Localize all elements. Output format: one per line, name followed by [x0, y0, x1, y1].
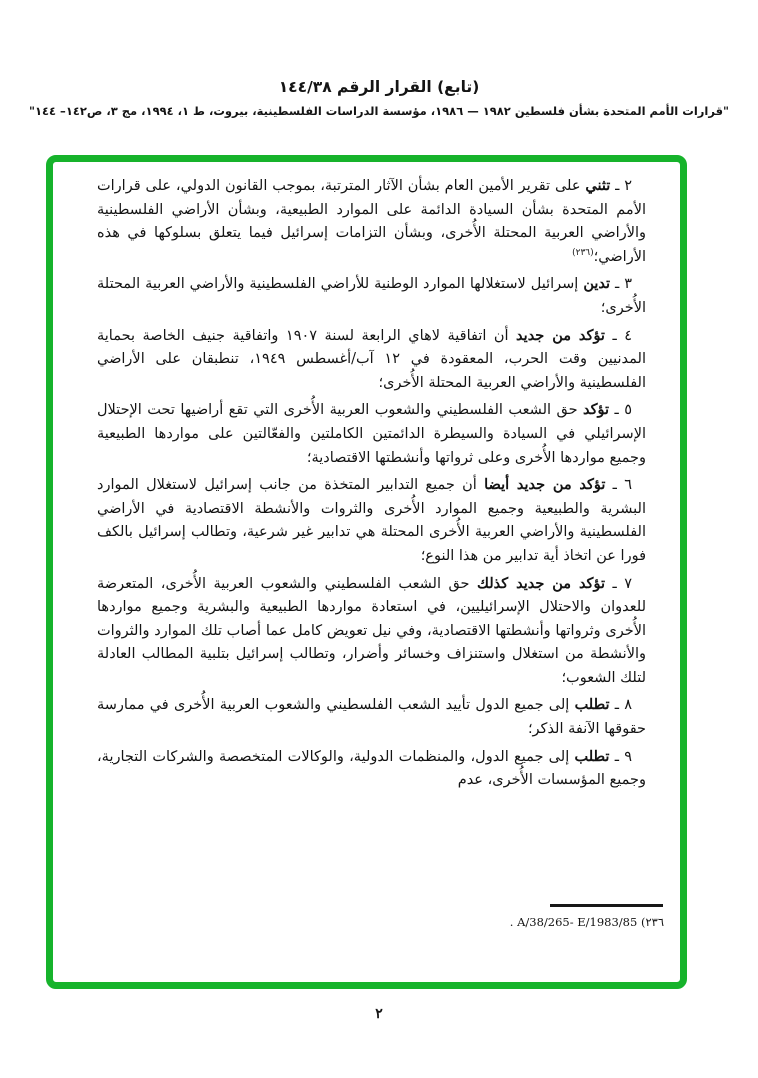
- paragraph-text: حق الشعب الفلسطيني والشعوب العربية الأُخرى التي تقع أراضيها تحت الإحتلال الإسرائيلي في السيادة والسيطرة الدائمتين الكاملتين والفعّالتين على مواردها الطبيعية وجميع مواردها الأُخرى وعلى ثرواتها وأنشطتها الاقتصادية؛: [97, 402, 646, 466]
- resolution-paragraph: [97, 572, 646, 691]
- paragraph-number: ٦: [624, 477, 632, 494]
- footnote-number: (٢٣٦: [640, 915, 664, 929]
- footnote: [510, 915, 664, 929]
- paragraph-dash: ـ: [615, 276, 620, 293]
- paragraph-dash: ـ: [614, 402, 619, 419]
- paragraph-lead-word: تطلب: [574, 696, 610, 714]
- paragraph-text: أن جميع التدابير المتخذة من جانب إسرائيل لاستغلال الموارد البشرية والطبيعية وجميع الموارد الأُخرى والثروات والأنشطة الاقتصادية في الأراضي الفلسطينية والأراضي العربية الأُخرى المحتلة هي تدابير غير شرعية، وتطالب إسرائيل بالكف فورا عن اتخاذ أية تدابير من هذا النوع؛: [97, 477, 646, 564]
- paragraph-lead-word: تؤكد من جديد كذلك: [477, 574, 605, 592]
- paragraph-lead-word: تثني: [585, 177, 611, 194]
- paragraph-text: على تقرير الأمين العام بشأن الآثار المترتبة، بموجب القانون الدولي، على قرارات الأمم المتحدة بشأن السيادة الدائمة على الموارد الطبيعية، وبشأن الأراضي الفلسطينية والأراضي العربية المحتلة الأُخرى، وبشأن التزامات إسرائيل فيما يتعلق بسلوكها في هذه الأراضي؛: [97, 178, 646, 265]
- paragraph-number: ٥: [624, 402, 633, 419]
- paragraph-text: إلى جميع الدول تأييد الشعب الفلسطيني والشعوب العربية الأُخرى في ممارسة حقوقها الآنفة الذكر؛: [97, 697, 646, 738]
- paragraph-text: حق الشعب الفلسطيني والشعوب العربية الأُخرى، المتعرضة للعدوان والاحتلال الإسرائيليين، في استعادة مواردها الطبيعية والبشرية وجميع مواردها الأُخرى وثرواتها وأنشطتها الاقتصادية، وفي نيل تعويض كامل عما أصاب تلك الموارد والثروات والأنشطة من استغلال واستنزاف وخسائر وأضرار، وتطالب إسرائيل بتلبية المطالب العادلة لتلك الشعوب؛: [97, 575, 646, 686]
- paragraph-dash: ـ: [614, 748, 619, 765]
- paragraph-lead-word: تطلب: [574, 747, 610, 765]
- paragraph-dash: ـ: [614, 697, 619, 714]
- paragraph-dash: ـ: [612, 327, 617, 344]
- footnote-period: .: [509, 915, 514, 929]
- resolution-text-frame: [46, 155, 687, 989]
- source-citation: "قرارات الأمم المتحدة بشأن فلسطين ١٩٨٢ — ١٩٨٦، مؤسسة الدراسات الفلسطينية، بيروت، ط ١، ١٩٩٤، مج ٣، ص١٤٢– ١٤٤": [28, 104, 729, 118]
- paragraph-text: أن اتفاقية لاهاي الرابعة لسنة ١٩٠٧ واتفاقية جنيف الخاصة بحماية المدنيين وقت الحرب، المعقودة في ١٢ آب/أغسطس ١٩٤٩، تنطبقان على الأراضي الفلسطينية والأراضي العربية المحتلة الأُخرى؛: [97, 327, 646, 391]
- paragraph-number: ٨: [624, 697, 633, 714]
- paragraph-number: ٢: [624, 178, 633, 194]
- resolution-paragraph: [97, 473, 646, 568]
- resolution-paragraph: [97, 174, 646, 269]
- footnote-document-symbol: A/38/265- E/1983/85: [517, 915, 638, 929]
- paragraph-number: ٤: [624, 327, 633, 344]
- paragraph-lead-word: تدين: [583, 275, 611, 293]
- paragraph-lead-word: تؤكد من جديد أيضا: [484, 476, 606, 494]
- page-number: ٢: [375, 1006, 383, 1022]
- paragraph-number: ٩: [624, 748, 632, 765]
- footnote-separator: [550, 904, 663, 907]
- resolution-paragraph: [97, 745, 646, 793]
- resolution-paragraph: [97, 693, 646, 741]
- paragraph-lead-word: تؤكد من جديد: [516, 326, 605, 344]
- paragraph-dash: ـ: [612, 477, 617, 494]
- resolution-paragraph: [97, 324, 646, 396]
- paragraph-text: إسرائيل لاستغلالها الموارد الوطنية للأراضي الفلسطينية والأراضي العربية المحتلة الأُخرى؛: [97, 276, 646, 316]
- resolution-title: (تابع) القرار الرقم ١٤٤/٣٨: [278, 78, 480, 96]
- paragraph-lead-word: تؤكد: [583, 401, 610, 419]
- paragraph-text: إلى جميع الدول، والمنظمات الدولية، والوكالات المتخصصة والشركات التجارية، وجميع المؤسسات الأُخرى، عدم: [97, 748, 646, 789]
- resolution-body: [97, 174, 646, 796]
- paragraph-dash: ـ: [612, 575, 617, 592]
- paragraph-number: ٣: [624, 276, 633, 293]
- footnote-reference: (٢٣٦): [572, 247, 594, 258]
- resolution-paragraph: [97, 272, 646, 320]
- paragraph-dash: ـ: [615, 178, 620, 194]
- resolution-paragraph: [97, 398, 646, 470]
- paragraph-number: ٧: [624, 575, 633, 592]
